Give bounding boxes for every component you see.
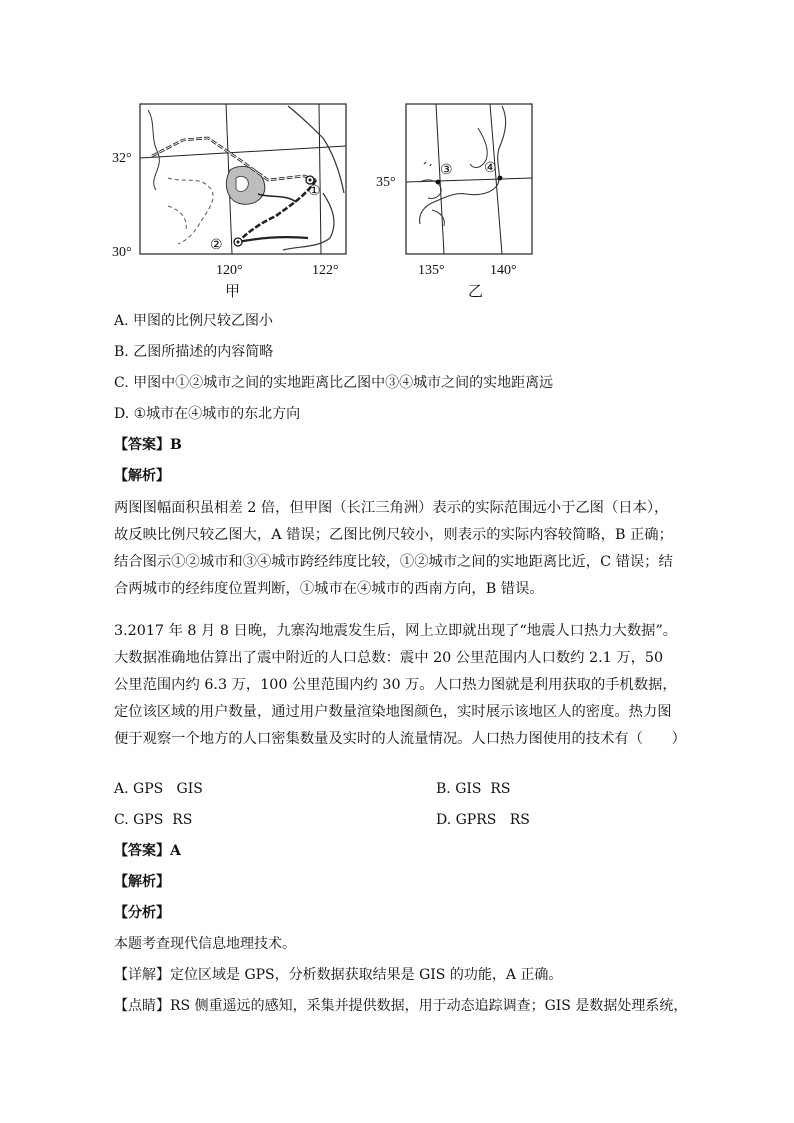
q2-option-d: D. ①城市在④城市的东北方向 bbox=[114, 406, 301, 422]
city-3-label: ③ bbox=[440, 163, 453, 178]
lon-140-label: 140° bbox=[490, 263, 517, 278]
lon-135-label: 135° bbox=[418, 263, 445, 278]
figure-yi-map bbox=[374, 98, 544, 303]
q3-stem: 3.2017 年 8 月 8 日晚，九寨沟地震发生后，网上立即就出现了“地震人口热力大数据”。大数据准确地估算出了震中附近的人口总数：震中 20 公里范围内人口数约 2.1 万，50 公里范围内约 6.3 万，100 公里范围内约 30 万。人口热力图就是利用获取的手机数据，定位该区域的用户数量，通过用户数量渲染地图颜色，实时展示该地区人的密度。热力图便于观察一个地方的人口密集数量及实时的人流量情况。人口热力图使用的技术有（ ） bbox=[114, 623, 686, 747]
q3-fenxi-text: 本题考查现代信息地理技术。 bbox=[114, 936, 296, 952]
city-1-label: ① bbox=[308, 184, 321, 199]
lon-120-label: 120° bbox=[216, 263, 243, 278]
figure-jia-caption: 甲 bbox=[225, 282, 241, 300]
lon-122-label: 122° bbox=[312, 263, 339, 278]
q3-option-c: C. GPS RS bbox=[114, 812, 193, 828]
q3-detail: 【详解】定位区域是 GPS，分析数据获取结果是 GIS 的功能，A 正确。 bbox=[114, 967, 563, 983]
q3-option-b: B. GIS RS bbox=[436, 781, 511, 797]
city-4-label: ④ bbox=[484, 161, 497, 176]
q2-analysis-label: 【解析】 bbox=[114, 468, 170, 484]
figure-jia-map bbox=[108, 98, 358, 303]
figure-yi-caption: 乙 bbox=[468, 282, 484, 300]
q2-option-c: C. 甲图中①②城市之间的实地距离比乙图中③④城市之间的实地距离远 bbox=[114, 375, 554, 391]
q2-analysis-text: 两图图幅面积虽相差 2 倍，但甲图（长江三角洲）表示的实际范围远小于乙图（日本），故反映比例尺较乙图大，A 错误；乙图比例尺较小，则表示的实际内容较简略，B 正确；结合图示①②城市和③④城市跨经纬度比较，①②城市之间的实地距离比近，C 错误；结合两城市的经纬度位置判断，①城市在④城市的西南方向，B 错误。 bbox=[114, 500, 673, 597]
q3-option-a: A. GPS GIS bbox=[114, 781, 203, 797]
q3-answer: 【答案】A bbox=[114, 843, 181, 859]
lat-32-label: 32° bbox=[112, 151, 132, 166]
q2-answer: 【答案】B bbox=[114, 437, 182, 453]
q2-option-a: A. 甲图的比例尺较乙图小 bbox=[114, 313, 274, 329]
q3-option-d: D. GPRS RS bbox=[436, 812, 530, 828]
city-2-label: ② bbox=[210, 238, 223, 253]
q3-point: 【点睛】RS 侧重遥远的感知，采集并提供数据，用于动态追踪调查；GIS 是数据处理系统， bbox=[114, 998, 688, 1014]
q2-option-b: B. 乙图所描述的内容简略 bbox=[114, 344, 274, 360]
lat-30-label: 30° bbox=[112, 245, 132, 260]
q3-fenxi-label: 【分析】 bbox=[114, 905, 170, 921]
lat-35-label: 35° bbox=[376, 175, 396, 190]
q3-analysis-label: 【解析】 bbox=[114, 874, 170, 890]
